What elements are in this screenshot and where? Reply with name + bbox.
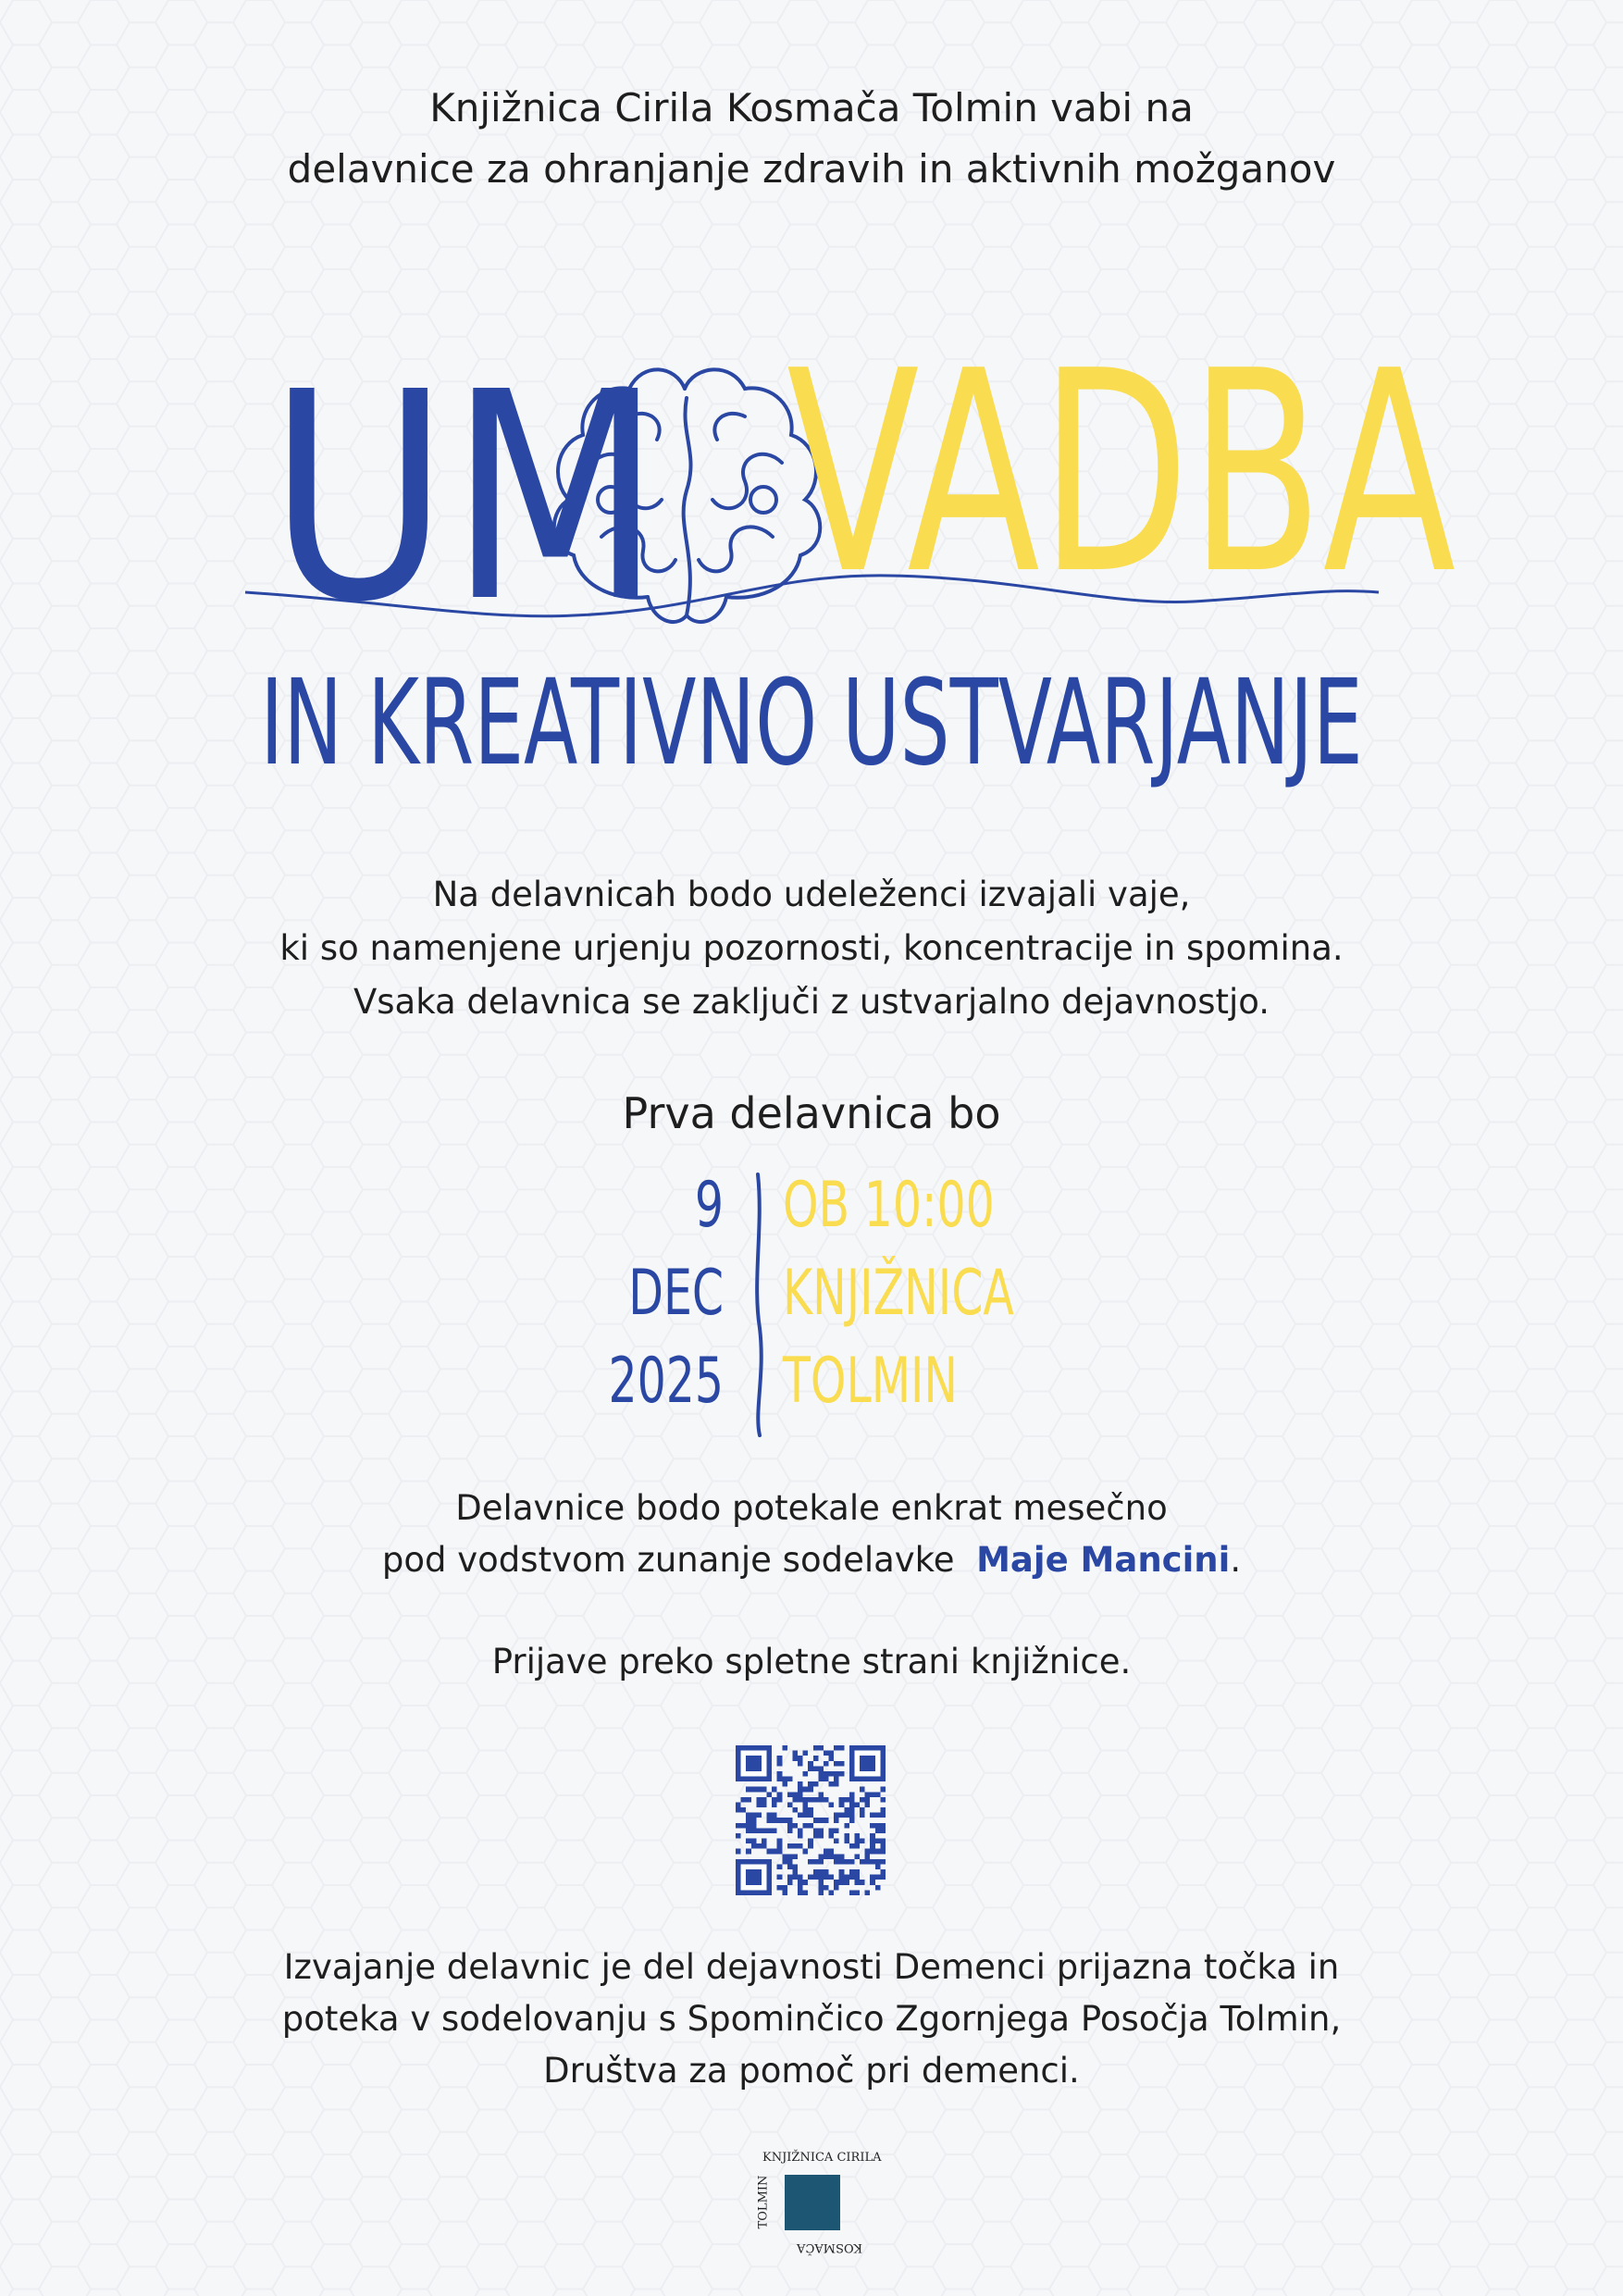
logo-text-bottom: KOSMAČA bbox=[797, 2240, 862, 2254]
event-month: DEC bbox=[628, 1257, 724, 1330]
qr-code[interactable] bbox=[736, 1745, 886, 1895]
schedule-line-2 bbox=[0, 1534, 1623, 1586]
event-date bbox=[608, 1161, 724, 1425]
title-um: UM bbox=[268, 331, 663, 665]
footer-text bbox=[0, 1942, 1623, 2097]
description bbox=[0, 868, 1623, 1029]
event-place-2: TOLMIN bbox=[783, 1345, 959, 1418]
title-logo bbox=[0, 250, 1623, 805]
intro-line-1: Knjižnica Cirila Kosmača Tolmin vabi na bbox=[429, 85, 1194, 130]
description-line-2: ki so namenjene urjenju pozornosti, koncentracije in spomina. bbox=[279, 928, 1344, 968]
event-time: OB 10:00 bbox=[783, 1169, 995, 1242]
schedule-suffix: . bbox=[1230, 1540, 1242, 1580]
library-logo bbox=[756, 2149, 882, 2256]
intro-line-2: delavnice za ohranjanje zdravih in aktivnih možganov bbox=[287, 146, 1336, 192]
schedule-line-1: Delavnice bodo potekale enkrat mesečno bbox=[455, 1488, 1168, 1528]
event-location bbox=[783, 1161, 1014, 1425]
date-divider bbox=[745, 1171, 773, 1439]
logo-text-left: TOLMIN bbox=[756, 2175, 771, 2229]
description-line-3: Vsaka delavnica se zaključi z ustvarjalno dejavnostjo. bbox=[353, 982, 1270, 1022]
apply-text: Prijave preko spletne strani knjižnice. bbox=[491, 1642, 1132, 1682]
footer-line-2: poteka v sodelovanju s Spominčico Zgornjega Posočja Tolmin, bbox=[281, 1999, 1342, 2039]
title-vadba: VADBA bbox=[787, 313, 1456, 636]
first-workshop-heading: Prva delavnica bo bbox=[622, 1088, 1001, 1138]
schedule-text bbox=[0, 1483, 1623, 1586]
title-subtitle: IN KREATIVNO USTVARJANJE bbox=[260, 652, 1363, 792]
logo-text-top: KNJIŽNICA CIRILA bbox=[762, 2151, 882, 2165]
footer-line-3: Društva za pomoč pri demenci. bbox=[543, 2051, 1080, 2091]
schedule-prefix: pod vodstvom zunanje sodelavke bbox=[381, 1540, 955, 1580]
event-place-1: KNJIŽNICA bbox=[783, 1257, 1014, 1330]
description-line-1: Na delavnicah bodo udeleženci izvajali vaje, bbox=[432, 875, 1191, 914]
event-day: 9 bbox=[694, 1169, 724, 1242]
intro-text bbox=[0, 78, 1623, 200]
event-year: 2025 bbox=[608, 1345, 724, 1418]
footer-line-1: Izvajanje delavnic je del dejavnosti Demenci prijazna točka in bbox=[283, 1947, 1340, 1987]
logo-square bbox=[785, 2175, 840, 2230]
leader-name: Maje Mancini bbox=[976, 1540, 1231, 1580]
